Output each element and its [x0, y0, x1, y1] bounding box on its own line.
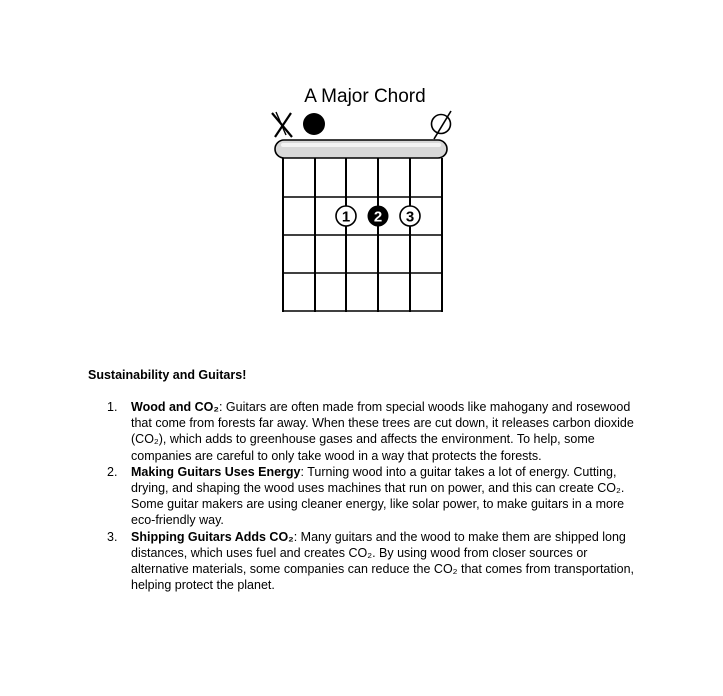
list-item-text: : Turning wood into a guitar takes a lot of energy. Cutting, drying, and shaping the wood uses machines that run on power, and this can create CO₂. Some guitar makers are using cleaner energy, like solar power, to make guitars in a more eco-friendly way.: [131, 464, 625, 528]
list-item-title: Shipping Guitars Adds CO₂: [131, 529, 294, 544]
list-item: 2. Making Guitars Uses Energy: Turning wood into a guitar takes a lot of energy. Cutting, drying, and shaping the wood uses machines that run on power, and this can create CO₂. Some guitar makers are using cleaner energy, like solar power, to make guitars in a more eco-friendly way.: [107, 464, 625, 528]
open-string-filled-dot-icon: [303, 113, 325, 135]
list-item-text: : Guitars are often made from special woods like mahogany and rosewood that come from forests far away. When these trees are cut down, it releases carbon dioxide (CO₂), which adds to greenhouse gases and affects the environment. To help, some companies are careful to only take wood in a way that protects the forests.: [131, 400, 634, 463]
open-string-circle-icon: [432, 111, 452, 139]
nut: [275, 140, 447, 158]
finger-1-marker: [336, 206, 356, 226]
chord-title: A Major Chord: [304, 86, 426, 107]
list-item: 3. Shipping Guitars Adds CO₂: Many guitars and the wood to make them are shipped long distances, which uses fuel and creates CO₂. By using wood from closer sources or alternative materials, some companies can reduce the CO₂ that comes from transportation, helping protect the planet.: [107, 529, 634, 593]
chord-diagram: [0, 0, 723, 340]
finger-1-label: 1: [341, 208, 351, 226]
list-item-title: Wood and CO₂: [131, 400, 219, 414]
list-item: 1. Wood and CO₂: Guitars are often made from special woods like mahogany and rosewood that come from forests far away. When these trees are cut down, it releases carbon dioxide (CO₂), which adds to greenhouse gases and affects the environment. To help, some companies are careful to only take wood in a way that protects the forests.: [107, 400, 634, 463]
finger-3-marker: [400, 206, 420, 226]
finger-3-label: 3: [405, 208, 415, 226]
list-item-title: Making Guitars Uses Energy: [131, 464, 301, 479]
sustainability-list: [107, 399, 647, 593]
finger-2-marker: [368, 206, 389, 227]
finger-2-label: 2: [373, 208, 383, 226]
list-item-text: : Many guitars and the wood to make them are shipped long distances, which uses fuel and creates CO₂. By using wood from closer sources or alternative materials, some companies can reduce the CO₂ that comes from transportation, helping protect the planet.: [131, 529, 634, 593]
section-heading: Sustainability and Guitars!: [88, 368, 247, 382]
muted-string-x-icon: [272, 112, 292, 137]
